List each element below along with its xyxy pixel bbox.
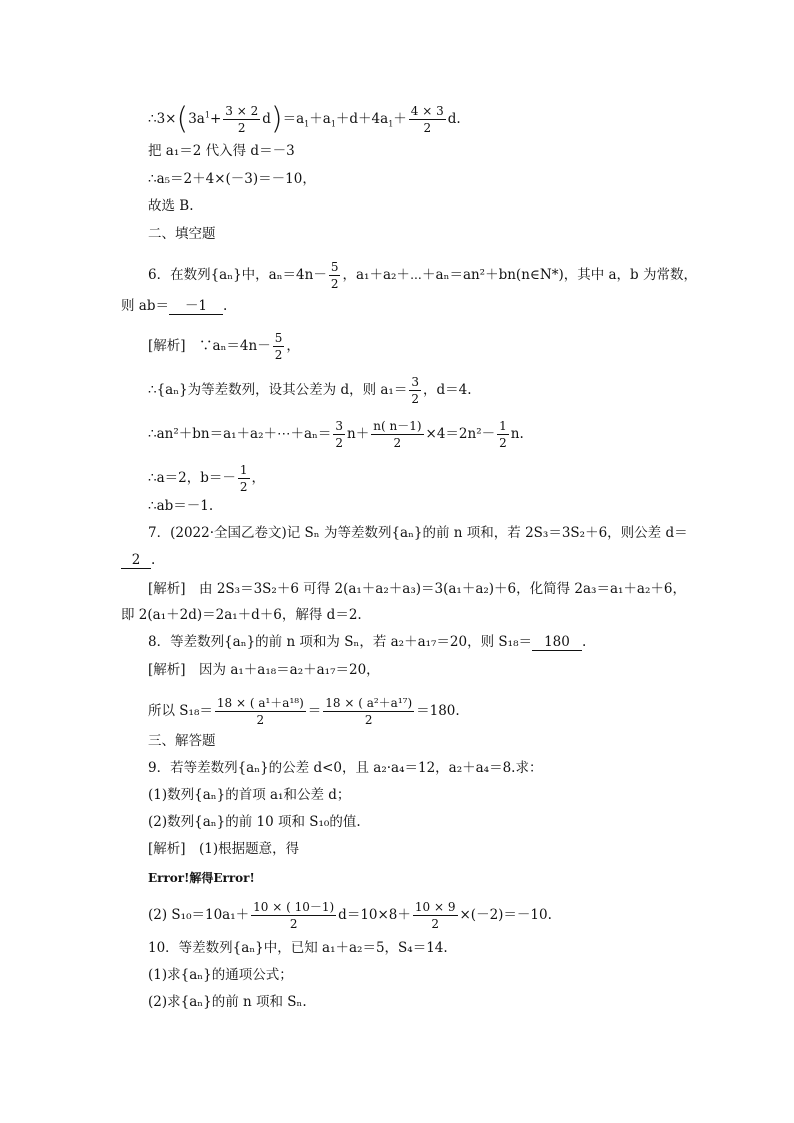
denominator: 2 <box>431 917 440 931</box>
question-7-cont <box>121 551 155 569</box>
text: ＋ <box>393 111 407 127</box>
fraction <box>323 696 414 727</box>
solution-6-line-4 <box>148 463 265 494</box>
fraction <box>251 900 336 931</box>
question-10-part-1: (1)求{aₙ}的通项公式； <box>148 967 293 983</box>
question-6-cont <box>121 297 227 315</box>
left-paren: ( <box>176 101 189 137</box>
text-line: ∴a₅＝2＋4×(－3)＝－10， <box>148 171 316 187</box>
solution-6-line-2 <box>148 375 472 406</box>
text: . <box>222 298 228 314</box>
text-line: 故选 B. <box>148 198 194 214</box>
text: ＝a <box>282 111 305 127</box>
text: ＝ <box>307 703 322 719</box>
solution-8-line-2 <box>148 696 460 727</box>
text: [解析] ∵aₙ＝4n－ <box>148 338 271 354</box>
question-7: 7．(2022·全国乙卷文)记 Sₙ 为等差数列{aₙ}的前 n 项和，若 2S₃＝3S₂＋6，则公差 d＝ <box>148 525 688 541</box>
fraction <box>409 104 446 135</box>
question-9-part-2: (2)数列{aₙ}的前 10 项和 S₁₀的值. <box>148 814 361 830</box>
text: + <box>209 111 222 127</box>
text: ×(－2)＝－10. <box>459 907 552 923</box>
denominator: 2 <box>274 348 283 362</box>
question-6 <box>148 260 697 291</box>
solution-8-line-1: [解析] 因为 a₁＋a₁₈＝a₂＋a₁₇＝20， <box>148 662 380 678</box>
solution-9-line-1: [解析] (1)根据题意，得 <box>148 841 300 857</box>
solution-7-line-1: [解析] 由 2S₃＝3S₂＋6 可得 2(a₁＋a₂＋a₃)＝3(a₁＋a₂)＋6，化简得 2a₃＝a₁＋a₂＋6， <box>148 581 686 597</box>
denominator: 2 <box>393 436 402 450</box>
solution-6-line-1 <box>148 331 300 362</box>
text: (2) S₁₀＝10a₁＋ <box>148 907 250 923</box>
question-9-part-1: (1)数列{aₙ}的首项 a₁和公差 d； <box>148 787 351 803</box>
question-8 <box>148 633 586 651</box>
text: ＋d＋4a <box>335 111 389 127</box>
fraction <box>329 260 341 291</box>
fraction <box>413 900 458 931</box>
text: ∴{aₙ}为等差数列，设其公差为 d，则 a₁＝ <box>148 382 408 398</box>
numerator: 18 × ( a²＋a¹⁷) <box>325 696 413 710</box>
text: ，a₁＋a₂＋⋯＋aₙ＝an²＋bn(n∈N*)，其中 a，b 为常数， <box>342 267 697 283</box>
numerator: 3 × 2 <box>225 104 259 118</box>
text: d＝10×8＋ <box>338 907 411 923</box>
text: ∴an²＋bn＝a₁＋a₂＋⋯＋aₙ＝ <box>148 426 332 442</box>
answer-blank: 2 <box>121 552 151 569</box>
question-9: 9．若等差数列{aₙ}的公差 d<0，且 a₂·a₄＝12，a₂＋a₄＝8.求： <box>148 760 543 776</box>
text: 3a <box>188 111 205 127</box>
eq-line-1: $\therefore 3\times(3a^1+$ $\frac{3 \times 2}{2}$ $d)=a_1+a_1+d+4a_1+$ $\frac{4 \times 3}{2}$ d. <box>148 101 461 137</box>
numerator: 10 × ( 10－1) <box>253 900 335 914</box>
numerator: 10 × 9 <box>414 900 456 914</box>
text: . <box>151 552 156 568</box>
fraction <box>273 331 285 362</box>
denominator: 2 <box>364 713 373 727</box>
denominator: 2 <box>335 436 344 450</box>
text: n. <box>510 426 524 442</box>
answer-blank: 180 <box>532 634 582 651</box>
text: ＋a <box>309 111 331 127</box>
solution-6-line-3 <box>148 419 524 450</box>
numerator: 1 <box>239 463 248 477</box>
denominator: 2 <box>423 121 432 135</box>
denominator: 2 <box>237 121 246 135</box>
fraction <box>371 419 423 450</box>
fraction <box>238 463 250 494</box>
text: ＝180. <box>416 703 460 719</box>
text: 则 ab＝ <box>121 298 169 314</box>
denominator: 2 <box>239 480 248 494</box>
fraction <box>215 696 306 727</box>
text: ∴3× <box>148 111 177 127</box>
denominator: 2 <box>330 277 339 291</box>
fraction <box>223 104 260 135</box>
fraction <box>333 419 345 450</box>
solution-9-line-3 <box>148 900 552 931</box>
numerator: 4 × 3 <box>410 104 444 118</box>
right-paren: ) <box>270 101 283 137</box>
text: n＋ <box>347 426 370 442</box>
numerator: 18 × ( a¹＋a¹⁸) <box>216 696 304 710</box>
text: 8．等差数列{aₙ}的前 n 项和为 Sₙ，若 a₂＋a₁₇＝20，则 S₁₈＝ <box>148 634 532 650</box>
denominator: 2 <box>499 436 507 450</box>
solution-6-line-5: ∴ab＝－1. <box>148 498 214 514</box>
numerator: 5 <box>330 260 339 274</box>
numerator: 1 <box>499 419 507 433</box>
text: 6．在数列{aₙ}中，aₙ＝4n－ <box>148 267 327 283</box>
text: ∴a＝2，b＝－ <box>148 470 236 486</box>
fraction <box>497 419 509 450</box>
numerator: 3 <box>335 419 344 433</box>
section-heading: 三、解答题 <box>148 733 216 749</box>
question-10: 10．等差数列{aₙ}中，已知 a₁＋a₂＝5，S₄＝14. <box>148 940 448 956</box>
text: d <box>262 111 271 127</box>
text: 所以 S₁₈＝ <box>148 703 213 719</box>
numerator: 3 <box>411 375 419 389</box>
text: ， <box>286 338 300 354</box>
text-line: 把 a₁＝2 代入得 d＝－3 <box>148 143 295 159</box>
text: ， <box>251 470 266 486</box>
text: ，d＝4. <box>422 382 472 398</box>
answer-blank: －1 <box>169 298 223 315</box>
section-heading: 二、填空题 <box>148 226 216 242</box>
denominator: 2 <box>256 713 265 727</box>
denominator: 2 <box>289 917 298 931</box>
solution-9-line-2: Error!解得Error! <box>148 871 255 885</box>
question-10-part-2: (2)求{aₙ}的前 n 项和 Sₙ. <box>148 994 307 1010</box>
numerator: 5 <box>274 331 283 345</box>
text: ×4＝2n²－ <box>425 426 496 442</box>
text: d. <box>447 111 461 127</box>
numerator: n( n－1) <box>373 419 422 433</box>
text: . <box>581 634 587 650</box>
denominator: 2 <box>411 392 419 406</box>
fraction <box>409 375 421 406</box>
solution-7-line-2: 即 2(a₁＋2d)＝2a₁＋d＋6，解得 d＝2. <box>121 607 362 623</box>
